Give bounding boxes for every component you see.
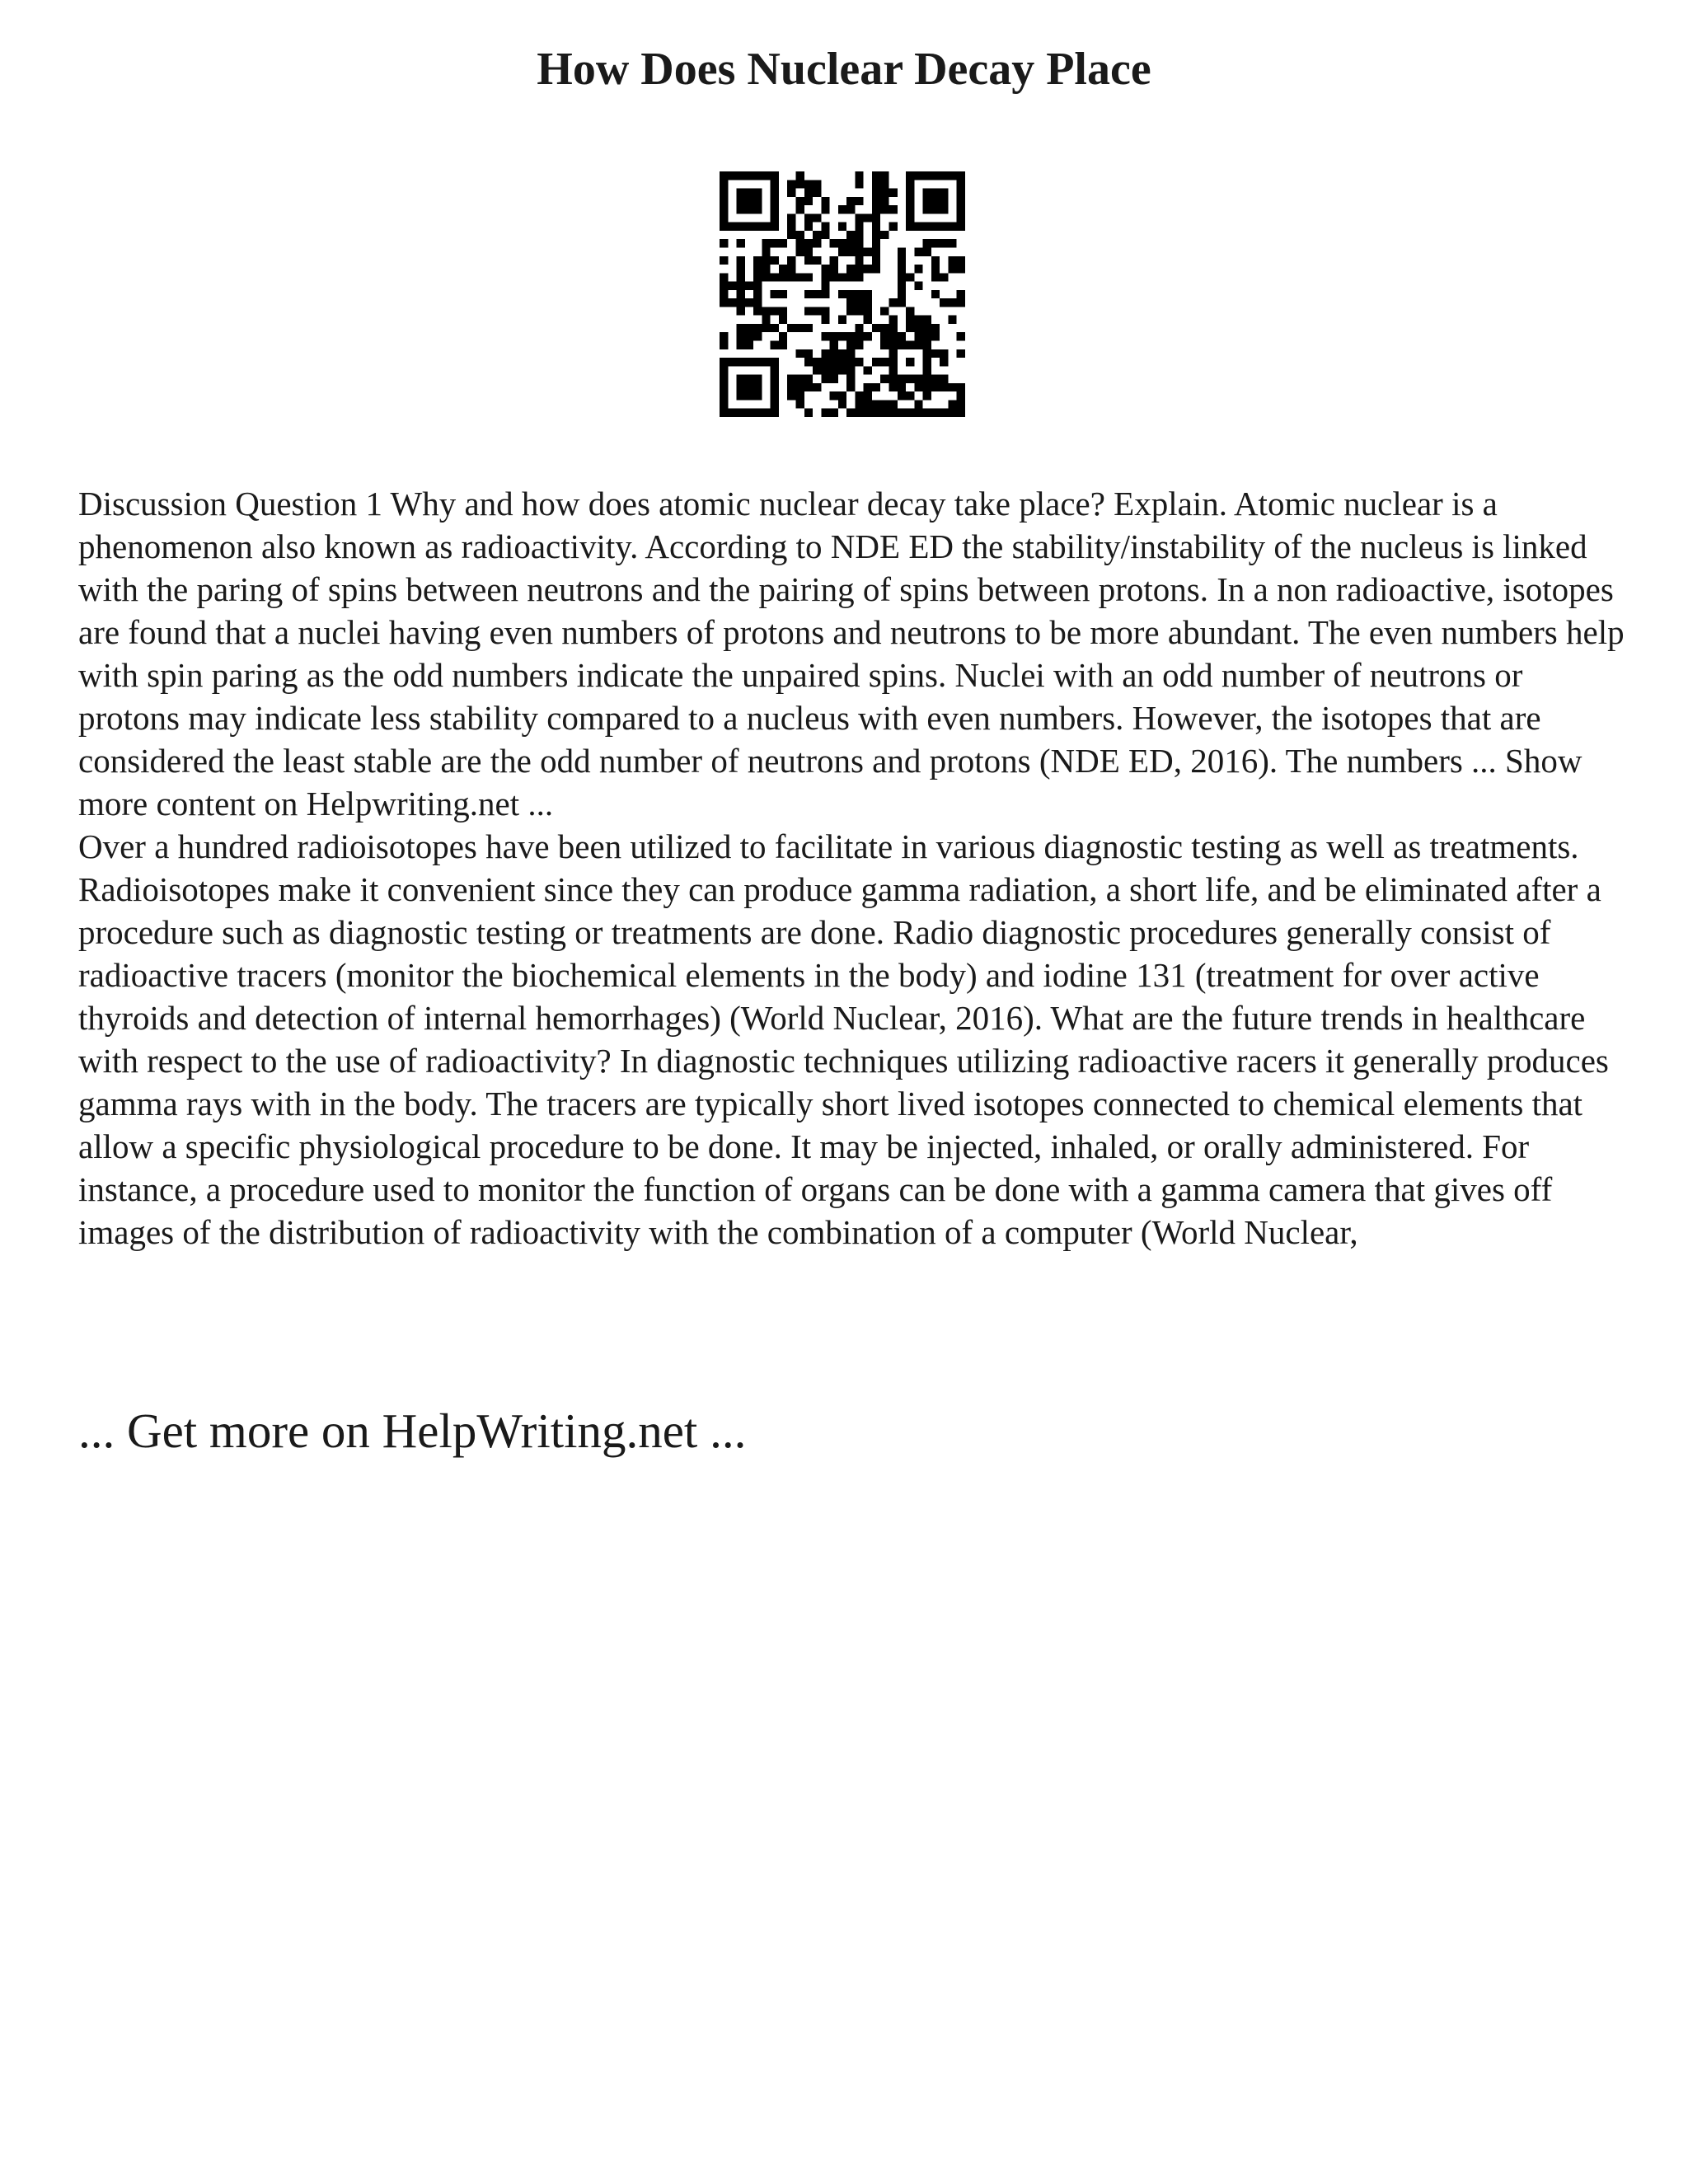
- get-more-link[interactable]: ... Get more on HelpWriting.net ...: [78, 1404, 747, 1458]
- paragraph-radioisotopes: Over a hundred radioisotopes have been utilized to facilitate in various diagnostic testing as well as treatments. Radioisotopes make it convenient since they can produce gamma radiation, a short life, and be eliminated after a procedure such as diagnostic testing or treatments are done. Radio diagnostic procedures generally consist of radioactive tracers (monitor the biochemical elements in the body) and iodine 131 (treatment for over active thyroids and detection of internal hemorrhages) (World Nuclear, 2016). What are the future trends in healthcare with respect to the use of radioactivity? In diagnostic techniques utilizing radioactive racers it generally produces gamma rays with in the body. The tracers are typically short lived isotopes connected to chemical elements that allow a specific physiological procedure to be done. It may be injected, inhaled, or orally administered. For instance, a procedure used to monitor the function of organs can be done with a gamma camera that gives off images of the distribution of radioactivity with the combination of a computer (World Nuclear,: [78, 827, 1609, 1251]
- page-title: How Does Nuclear Decay Place: [537, 44, 1151, 95]
- qr-code-icon: [720, 171, 965, 417]
- paragraph-discussion: Discussion Question 1 Why and how does atomic nuclear decay take place? Explain. Atomic nuclear is a phenomenon also known as radioactivity. According to NDE ED the stability/instability of the nucleus is linked with the paring of spins between neutrons and the pairing of spins between protons. In a non radioactive, isotopes are found that a nuclei having even numbers of protons and neutrons to be more abundant. The even numbers help with spin paring as the odd numbers indicate the unpaired spins. Nuclei with an odd number of neutrons or protons may indicate less stability compared to a nucleus with even numbers. However, the isotopes that are considered the least stable are the odd number of neutrons and protons (NDE ED, 2016). The numbers ... Show more content on Helpwriting.net ...: [78, 485, 1625, 823]
- document-body: [78, 482, 1628, 1254]
- qr-code-graphic: [720, 171, 965, 417]
